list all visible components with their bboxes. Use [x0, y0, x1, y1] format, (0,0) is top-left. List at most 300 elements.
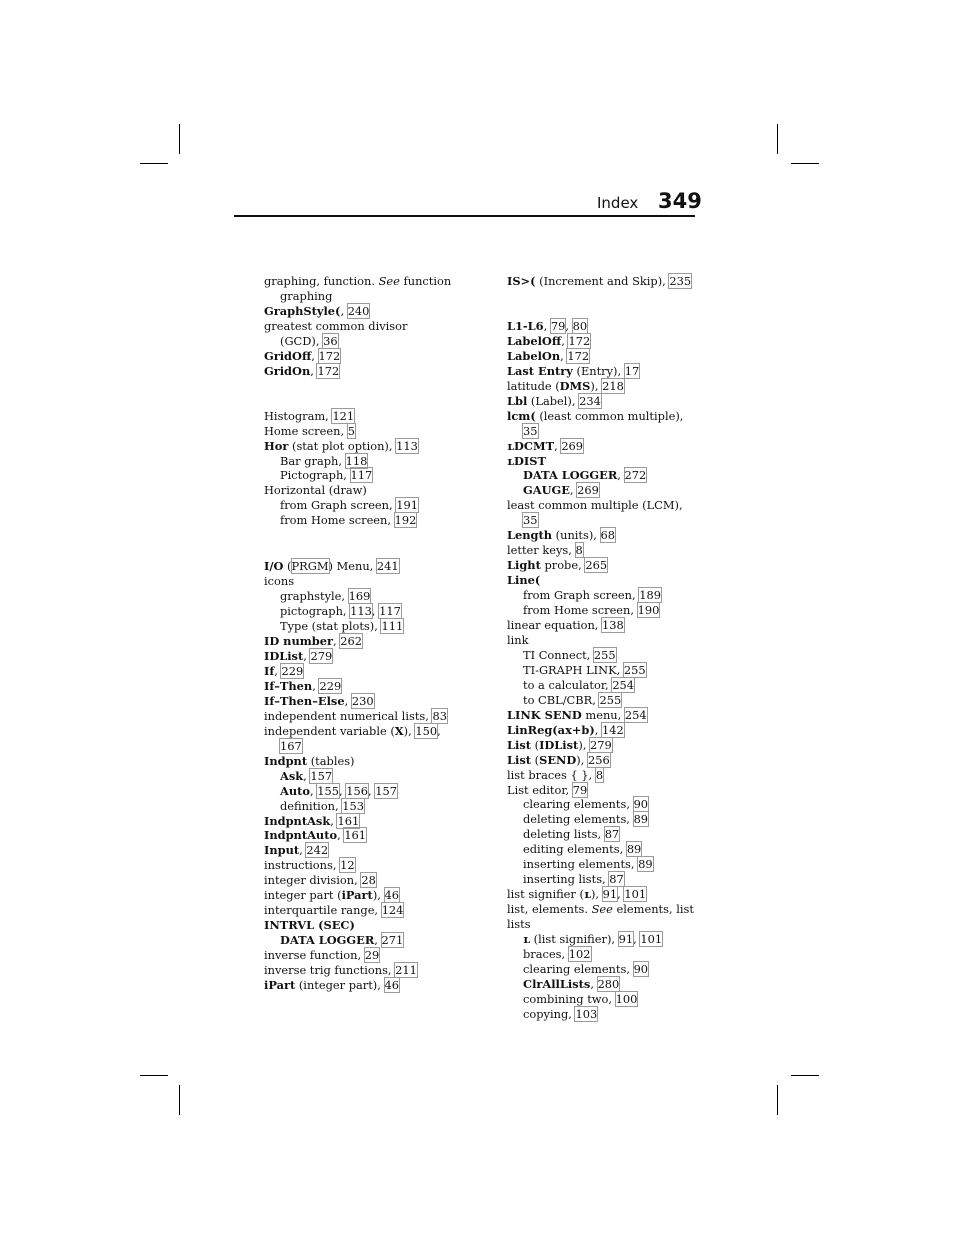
entry-text: linear equation, [507, 618, 603, 633]
entry-text: (list signifier), [530, 932, 619, 947]
page-reference-link[interactable]: 169 [348, 589, 371, 604]
entry-text: ) Menu, [328, 559, 377, 574]
index-entry [264, 483, 464, 498]
entry-text: TI-GRAPH LINK, [523, 662, 624, 677]
entry-text: clearing elements, [523, 797, 634, 812]
page-reference-link[interactable]: 254 [612, 677, 635, 692]
entry-text: Auto [280, 783, 310, 798]
entry-text: inserting elements, [523, 857, 639, 872]
entry-text: ( [531, 737, 540, 752]
entry-text: (units), [552, 528, 601, 543]
index-entry [507, 454, 707, 469]
page-reference-link[interactable]: 89 [638, 857, 653, 872]
index-subentry [264, 739, 464, 754]
index-entry [264, 649, 464, 664]
entry-text: See [378, 274, 400, 288]
page-reference-link[interactable]: 229 [319, 678, 342, 693]
entry-text: list signifier ( [507, 887, 584, 902]
page-reference-link[interactable]: 138 [602, 618, 624, 633]
entry-text: ), [372, 888, 385, 903]
entry-text: copying, [523, 1006, 576, 1021]
entry-text: , [344, 693, 352, 708]
index-entry [507, 349, 707, 364]
entry-text: , [274, 663, 282, 678]
page-reference-link[interactable]: 269 [561, 438, 584, 453]
index-entry [264, 873, 464, 888]
entry-text: LINK SEND [507, 707, 582, 722]
page-reference-link[interactable]: 35 [523, 513, 538, 528]
entry-text: , [374, 933, 382, 948]
index-entry [507, 902, 707, 917]
entry-text: , [333, 634, 341, 649]
entry-text: letter keys, [507, 543, 576, 558]
index-entry [264, 828, 464, 843]
entry-text: , [303, 768, 311, 783]
page-reference-link[interactable]: 113 [396, 438, 418, 453]
index-entry [264, 948, 464, 963]
entry-text: independent numerical lists, [264, 708, 433, 723]
index-entry [264, 364, 464, 379]
entry-text: ClrAllLists [523, 976, 591, 991]
entry-text: LabelOff [507, 333, 562, 348]
index-entry [507, 783, 707, 798]
page-reference-link[interactable]: 241 [376, 559, 399, 574]
page-reference-link[interactable]: 255 [623, 662, 646, 677]
entry-text: icons [264, 574, 295, 589]
page-reference-link[interactable]: 211 [395, 963, 417, 978]
entry-text: X [394, 723, 404, 738]
page-reference-link[interactable]: 157 [310, 768, 333, 783]
index-entry [507, 723, 707, 738]
index-subentry [507, 513, 707, 528]
entry-text: I/O [264, 559, 284, 574]
entry-text: IndpntAsk [264, 813, 331, 828]
page-reference-link[interactable]: 124 [381, 903, 404, 918]
crop-mark [791, 163, 819, 164]
entry-text: ʟ [523, 932, 531, 947]
index-subentry [264, 933, 464, 948]
index-entry [264, 304, 464, 319]
page-reference-link[interactable]: 102 [568, 946, 591, 961]
entry-text: , [311, 348, 319, 363]
index-entry [264, 694, 464, 709]
entry-text: See [591, 902, 613, 917]
page-reference-link[interactable]: 157 [375, 783, 397, 798]
page-reference-link[interactable]: 36 [323, 333, 338, 348]
entry-text: elements, list [612, 902, 694, 917]
index-subentry [507, 992, 707, 1007]
index-entry [264, 888, 464, 903]
page-reference-link[interactable]: 117 [350, 468, 373, 483]
page-reference-link[interactable]: 265 [585, 558, 608, 573]
index-entry [264, 424, 464, 439]
index-entry [507, 364, 707, 379]
page-reference-link[interactable]: 161 [344, 828, 367, 843]
entry-text: Pictograph, [280, 468, 351, 483]
page-reference-link[interactable]: 142 [602, 722, 624, 737]
entry-text: (Label), [527, 393, 580, 408]
entry-text: ( [283, 559, 292, 574]
entry-text: inserting lists, [523, 872, 610, 887]
index-entry [507, 618, 707, 633]
entry-text: inverse function, [264, 948, 365, 963]
page-reference-link[interactable]: 150 [415, 723, 438, 738]
page-reference-link[interactable]: 172 [567, 348, 590, 363]
page-reference-link[interactable]: 190 [637, 603, 660, 618]
entry-text: Lbl [507, 393, 528, 408]
page-reference-link[interactable]: 271 [381, 933, 404, 948]
index-entry [264, 903, 464, 918]
page-reference-link[interactable]: 5 [347, 423, 355, 438]
entry-text: from Graph screen, [280, 498, 397, 513]
index-entry [507, 768, 707, 783]
entry-text: LabelOn [507, 348, 561, 363]
index-subentry [264, 334, 464, 349]
entry-text: ʟDCMT [507, 438, 555, 453]
entry-text: , [309, 783, 318, 798]
page-reference-link[interactable]: 235 [669, 274, 692, 288]
entry-text: interquartile range, [264, 903, 382, 918]
page-reference-link[interactable]: 79 [572, 782, 588, 797]
index-entry [507, 498, 707, 513]
entry-text: least common multiple (LCM), [507, 498, 683, 513]
index-entry [264, 858, 464, 873]
index-entry [264, 274, 464, 289]
page-reference-link[interactable]: 90 [633, 961, 649, 976]
index-entry [507, 319, 707, 334]
page-reference-link[interactable]: 46 [384, 977, 399, 992]
entry-text: TI Connect, [523, 647, 594, 662]
entry-text: , [312, 678, 320, 693]
page-reference-link[interactable]: 191 [396, 498, 419, 513]
page-reference-link[interactable]: 161 [337, 813, 360, 828]
index-subentry [507, 977, 707, 992]
entry-text: definition, [280, 798, 343, 813]
page-reference-link[interactable]: 117 [379, 604, 401, 619]
page-reference-link[interactable]: 156 [346, 783, 368, 798]
index-subentry [507, 932, 707, 947]
entry-text: (Entry), [572, 363, 625, 378]
index-letter-gap [264, 379, 464, 409]
entry-text: deleting elements, [523, 812, 634, 827]
page-reference-link[interactable]: PRGM [291, 559, 329, 574]
index-subentry [507, 424, 707, 439]
entry-text: (integer part), [295, 977, 385, 992]
entry-text: iPart [341, 888, 373, 903]
index-entry [264, 439, 464, 454]
index-entry [264, 679, 464, 694]
entry-text: , [543, 318, 551, 333]
index-subentry [264, 589, 464, 604]
entry-text: DMS [559, 378, 591, 393]
index-entry [264, 754, 464, 769]
page-reference-link[interactable]: 29 [364, 948, 380, 963]
page-number: 349 [658, 189, 702, 213]
page-reference-link[interactable]: 272 [624, 468, 647, 483]
entry-text: ID number [264, 634, 334, 649]
entry-text: Ask [280, 768, 304, 783]
page-reference-link[interactable]: 8 [595, 767, 604, 782]
entry-text: Light [507, 558, 541, 573]
entry-text: Bar graph, [280, 453, 346, 468]
entry-text: List [507, 737, 532, 752]
index-entry [507, 633, 707, 648]
crop-mark [140, 1075, 168, 1076]
page-reference-link[interactable]: 111 [381, 619, 404, 634]
index-subentry [507, 827, 707, 842]
page-reference-link[interactable]: 121 [332, 408, 355, 423]
page-reference-link[interactable]: 279 [590, 737, 612, 752]
entry-text: Length [507, 528, 553, 543]
entry-text: , [617, 468, 625, 483]
index-entry [507, 409, 707, 424]
entry-text: lcm( [507, 408, 536, 423]
index-entry [264, 409, 464, 424]
index-entry [507, 379, 707, 394]
entry-text: , [303, 649, 311, 664]
page-reference-link[interactable]: 172 [568, 333, 591, 348]
entry-text: lists [507, 917, 531, 932]
page-reference-link[interactable]: 269 [577, 483, 599, 498]
page-reference-link[interactable]: 17 [624, 363, 640, 378]
page-reference-link[interactable]: 172 [317, 363, 340, 378]
index-entry [507, 708, 707, 723]
index-subentry [264, 769, 464, 784]
entry-text: link [507, 632, 529, 647]
index-subentry [264, 498, 464, 513]
entry-text: menu, [581, 707, 625, 722]
entry-text: , [337, 828, 345, 843]
page-reference-link[interactable]: 101 [624, 887, 647, 902]
page-reference-link[interactable]: 113 [350, 604, 372, 619]
entry-text: , [299, 843, 307, 858]
entry-text: Type (stat plots), [280, 619, 382, 634]
page-reference-link[interactable]: 254 [624, 707, 647, 722]
entry-text: ( [531, 752, 540, 767]
crop-mark [140, 163, 168, 164]
page-reference-link[interactable]: 255 [593, 647, 616, 662]
page-reference-link[interactable]: 189 [639, 588, 662, 603]
page-reference-link[interactable]: 262 [340, 634, 363, 649]
entry-text: If [264, 663, 275, 678]
entry-text: , [569, 483, 578, 498]
entry-text: GAUGE [523, 483, 570, 498]
entry-text: braces, [523, 946, 569, 961]
entry-text: IndpntAuto [264, 828, 338, 843]
entry-text: (tables) [307, 753, 355, 768]
entry-text: clearing elements, [523, 961, 634, 976]
page-reference-link[interactable]: 240 [347, 303, 370, 318]
entry-text: , [561, 333, 569, 348]
entry-text: from Graph screen, [523, 588, 640, 603]
entry-text: , [340, 303, 348, 318]
index-subentry [264, 799, 464, 814]
index-entry [507, 887, 707, 902]
index-subentry [507, 872, 707, 887]
index-entry [507, 558, 707, 573]
index-subentry [507, 947, 707, 962]
index-subentry [507, 1007, 707, 1022]
entry-text: function [399, 274, 452, 288]
index-entry [264, 634, 464, 649]
header-rule [234, 215, 695, 217]
page-reference-link[interactable]: 28 [361, 873, 376, 888]
page-reference-link[interactable]: 218 [602, 378, 624, 393]
page-reference-link[interactable]: 91 [618, 932, 634, 947]
page-reference-link[interactable]: 242 [306, 843, 329, 858]
entry-text: ), [590, 378, 603, 393]
page-reference-link[interactable]: 103 [575, 1006, 598, 1021]
entry-text: , [310, 363, 318, 378]
entry-text: , [367, 783, 376, 798]
entry-text: deleting lists, [523, 827, 605, 842]
entry-text: Last Entry [507, 363, 573, 378]
crop-mark [179, 124, 180, 154]
index-entry [507, 528, 707, 543]
page-reference-link[interactable]: 79 [550, 318, 566, 333]
index-entry [264, 349, 464, 364]
page-reference-link[interactable]: 80 [572, 318, 588, 333]
page-reference-link[interactable]: 256 [587, 752, 610, 767]
index-subentry [507, 842, 707, 857]
entry-text: GridOff [264, 348, 312, 363]
entry-text: ʟ [583, 887, 591, 902]
index-entry [507, 738, 707, 753]
page-reference-link[interactable]: 230 [351, 693, 374, 708]
page-reference-link[interactable]: 172 [318, 348, 341, 363]
entry-text: graphing, function. [264, 274, 379, 288]
index-subentry [507, 483, 707, 498]
page-reference-link[interactable]: 83 [432, 708, 447, 723]
page-reference-link[interactable]: 89 [626, 842, 642, 857]
index-entry [264, 843, 464, 858]
entry-text: LinReg(ax+b) [507, 722, 595, 737]
page-reference-link[interactable]: 280 [597, 976, 620, 991]
entry-text: iPart [264, 977, 296, 992]
entry-text: Home screen, [264, 423, 348, 438]
entry-text: inverse trig functions, [264, 963, 396, 978]
entry-text: (GCD), [280, 333, 324, 348]
entry-text: graphstyle, [280, 589, 349, 604]
entry-text: instructions, [264, 858, 341, 873]
page-reference-link[interactable]: 90 [633, 797, 649, 812]
entry-text: , [330, 813, 338, 828]
entry-text: editing elements, [523, 842, 627, 857]
page-reference-link[interactable]: 279 [310, 649, 333, 664]
index-subentry [507, 797, 707, 812]
index-entry [264, 978, 464, 993]
index-subentry [507, 678, 707, 693]
page-reference-link[interactable]: 234 [579, 393, 601, 408]
entry-text: L1-L6 [507, 318, 544, 333]
page-reference-link[interactable]: 35 [523, 423, 538, 438]
index-entry [507, 334, 707, 349]
entry-text: Hor [264, 438, 289, 453]
entry-text: integer part ( [264, 888, 342, 903]
index-subentry [507, 693, 707, 708]
entry-text: , [338, 783, 347, 798]
entry-text: , [617, 887, 625, 902]
index-entry [264, 918, 464, 933]
entry-text: If–Then [264, 678, 313, 693]
index-entry [264, 319, 464, 334]
page-reference-link[interactable]: 118 [345, 453, 368, 468]
index-subentry [507, 663, 707, 678]
entry-text: (least common multiple), [535, 408, 684, 423]
page-reference-link[interactable]: 255 [599, 692, 622, 707]
entry-text: Indpnt [264, 753, 308, 768]
page-reference-link[interactable]: 46 [384, 888, 399, 903]
crop-mark [791, 1075, 819, 1076]
index-entry [264, 814, 464, 829]
index-subentry [507, 857, 707, 872]
index-subentry [264, 513, 464, 528]
index-subentry [264, 604, 464, 619]
page-reference-link[interactable]: 8 [575, 543, 583, 558]
entry-text: DATA LOGGER [280, 933, 375, 948]
entry-text: , [590, 976, 598, 991]
page-reference-link[interactable]: 101 [640, 932, 663, 947]
entry-text: integer division, [264, 873, 362, 888]
page-reference-link[interactable]: 87 [609, 872, 624, 887]
index-subentry [264, 289, 464, 304]
entry-text: independent variable ( [264, 723, 395, 738]
entry-text: to a calculator, [523, 677, 613, 692]
entry-text: , [565, 318, 573, 333]
index-subentry [507, 812, 707, 827]
index-entry [507, 274, 707, 289]
index-entry [264, 664, 464, 679]
index-entry [507, 573, 707, 588]
page-reference-link[interactable]: 167 [280, 738, 302, 753]
index-subentry [507, 648, 707, 663]
entry-text: Histogram, [264, 408, 333, 423]
page-reference-link[interactable]: 229 [281, 663, 304, 678]
entry-text: IDList [539, 737, 579, 752]
page-reference-link[interactable]: 87 [604, 827, 620, 842]
entry-text: IS>( [507, 274, 536, 288]
page-reference-link[interactable]: 91 [602, 887, 618, 902]
index-entry [264, 559, 464, 574]
index-column-left [264, 274, 464, 993]
entry-text: SEND [539, 752, 577, 767]
index-subentry [507, 603, 707, 618]
page-reference-link[interactable]: 155 [317, 783, 339, 798]
entry-text: (Increment and Skip), [535, 274, 670, 288]
index-subentry [264, 468, 464, 483]
page-reference-link[interactable]: 192 [394, 513, 417, 528]
index-entry [264, 709, 464, 724]
entry-text: ), [576, 752, 588, 767]
entry-text: probe, [540, 558, 586, 573]
entry-text: , [594, 722, 603, 737]
page-reference-link[interactable]: 100 [615, 991, 638, 1006]
entry-text: ), [403, 723, 416, 738]
entry-text: , [437, 723, 441, 738]
entry-text: If–Then–Else [264, 693, 345, 708]
crop-mark [777, 124, 778, 154]
page-reference-link[interactable]: 68 [600, 528, 616, 543]
entry-text: , [554, 438, 562, 453]
page-reference-link[interactable]: 89 [633, 812, 649, 827]
crop-mark [777, 1085, 778, 1115]
index-subentry [264, 784, 464, 799]
entry-text: , [633, 932, 641, 947]
entry-text: latitude ( [507, 378, 560, 393]
index-entry [264, 724, 464, 739]
page-reference-link[interactable]: 12 [340, 858, 355, 873]
page-reference-link[interactable]: 153 [342, 798, 365, 813]
